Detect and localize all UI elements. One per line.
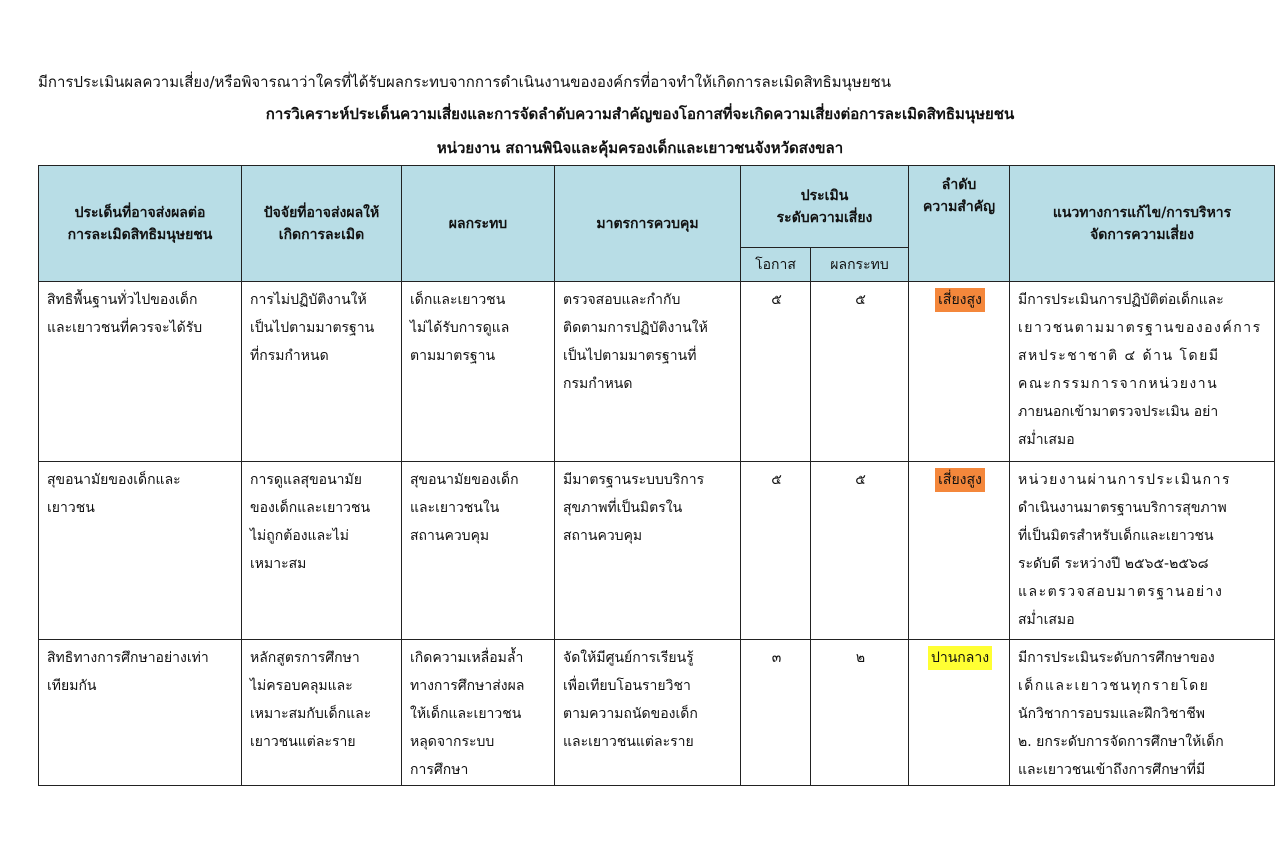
cell-likelihood: ๓ xyxy=(741,640,811,786)
cell-impact xyxy=(402,462,555,640)
header-assessment xyxy=(741,166,909,248)
header-priority xyxy=(909,166,1010,282)
text-line: สหประชาชาติ ๔ ด้าน โดยมี xyxy=(1018,348,1220,364)
text-line: เด็กและเยาวชน xyxy=(410,292,506,308)
header-issue-line: การละเมิดสิทธิมนุษยชน xyxy=(67,226,213,243)
cell-control xyxy=(555,462,741,640)
cell-priority xyxy=(909,462,1010,640)
text-line: ตามมาตรฐาน xyxy=(410,348,496,364)
header-impact-level: ผลกระทบ xyxy=(811,248,909,282)
text-line: และเยาวชนแต่ละราย xyxy=(563,734,694,750)
table-row xyxy=(39,282,1275,462)
text-line: และเยาวชนเข้าถึงการศึกษาที่มี xyxy=(1018,762,1206,778)
text-line: สุขภาพที่เป็นมิตรใน xyxy=(563,500,683,516)
cell-factor xyxy=(242,462,402,640)
text-line: มีมาตรฐานระบบบริการ xyxy=(563,472,705,488)
text-line: เด็กและเยาวชนทุกรายโดย xyxy=(1018,678,1210,694)
header-approach-line: แนวทางการแก้ไข/การบริหาร xyxy=(1052,204,1232,221)
text-line: สม่ำเสมอ xyxy=(1018,432,1075,448)
cell-control xyxy=(555,282,741,462)
text-line: ไม่ครอบคลุมและ xyxy=(250,678,353,694)
header-factor-line: เกิดการละเมิด xyxy=(278,226,365,243)
text-line: เยาวชนตามมาตรฐานขององค์การ xyxy=(1018,320,1262,336)
header-assessment-line: ประเมิน xyxy=(800,187,849,204)
cell-impact-level: ๒ xyxy=(811,640,909,786)
header-approach-line: จัดการความเสี่ยง xyxy=(1090,226,1194,243)
cell-impact xyxy=(402,640,555,786)
header-priority-line: ลำดับ xyxy=(941,177,977,193)
text-line: เป็นไปตามมาตรฐาน xyxy=(250,320,375,336)
cell-impact xyxy=(402,282,555,462)
priority-badge-medium: ปานกลาง xyxy=(928,646,992,670)
text-line: สุขอนามัยของเด็กและ xyxy=(47,472,181,488)
text-line: มีการประเมินการปฏิบัติต่อเด็กและ xyxy=(1018,292,1224,308)
cell-issue xyxy=(39,462,242,640)
text-line: ของเด็กและเยาวชน xyxy=(250,500,371,516)
cell-approach xyxy=(1010,640,1275,786)
text-line: เยาวชน xyxy=(47,500,95,516)
cell-issue xyxy=(39,640,242,786)
cell-impact-level: ๕ xyxy=(811,462,909,640)
header-impact: ผลกระทบ xyxy=(402,166,555,282)
header-issue-line: ประเด็นที่อาจส่งผลต่อ xyxy=(74,204,206,221)
text-line: ๒. ยกระดับการจัดการศึกษาให้เด็ก xyxy=(1018,734,1224,750)
text-line: ไม่ได้รับการดูแล xyxy=(410,320,510,336)
cell-approach xyxy=(1010,462,1275,640)
text-line: เยาวชนแต่ละราย xyxy=(250,734,356,750)
cell-factor xyxy=(242,282,402,462)
cell-impact-level: ๕ xyxy=(811,282,909,462)
text-line: หน่วยงานผ่านการประเมินการ xyxy=(1018,472,1232,488)
header-factor xyxy=(242,166,402,282)
intro-text: มีการประเมินผลความเสี่ยง/หรือพิจารณาว่าใครที่ได้รับผลกระทบจากการดำเนินงานขององค์กรที่อาจทำให้เกิดการละเมิดสิทธิมนุษยชน xyxy=(38,73,891,91)
cell-issue xyxy=(39,282,242,462)
text-line: สถานควบคุม xyxy=(410,528,490,544)
text-line: ติดตามการปฏิบัติงานให้ xyxy=(563,320,708,336)
text-line: การดูแลสุขอนามัย xyxy=(250,472,362,488)
header-issue xyxy=(39,166,242,282)
text-line: เกิดความเหลื่อมล้ำ xyxy=(410,650,524,666)
text-line: การศึกษา xyxy=(410,762,469,778)
text-line: เพื่อเทียบโอนรายวิชา xyxy=(563,678,691,694)
text-line: ดำเนินงานมาตรฐานบริการสุขภาพ xyxy=(1018,500,1227,516)
header-approach xyxy=(1010,166,1275,282)
text-line: ที่กรมกำหนด xyxy=(250,348,329,364)
text-line: ภายนอกเข้ามาตรวจประเมิน อย่า xyxy=(1018,404,1219,420)
text-line: ระดับดี ระหว่างปี ๒๕๖๕-๒๕๖๘ xyxy=(1018,556,1209,572)
document-title: การวิเคราะห์ประเด็นความเสี่ยงและการจัดลำดับความสำคัญของโอกาสที่จะเกิดความเสี่ยงต่อการละเมิดสิทธิมนุษยชน xyxy=(265,105,1015,123)
text-line: สม่ำเสมอ xyxy=(1018,612,1075,628)
text-line: กรมกำหนด xyxy=(563,376,633,392)
text-line: ตามความถนัดของเด็ก xyxy=(563,706,698,722)
text-line: ไม่ถูกต้องและไม่ xyxy=(250,528,349,544)
cell-likelihood: ๕ xyxy=(741,462,811,640)
text-line: การไม่ปฏิบัติงานให้ xyxy=(250,292,367,308)
header-assessment-line: ระดับความเสี่ยง xyxy=(776,209,873,226)
text-line: หลุดจากระบบ xyxy=(410,734,495,750)
text-line: ที่เป็นมิตรสำหรับเด็กและเยาวชน xyxy=(1018,528,1214,544)
text-line: เป็นไปตามมาตรฐานที่ xyxy=(563,348,697,364)
text-line: เทียมกัน xyxy=(47,678,97,694)
table-row xyxy=(39,640,1275,786)
priority-badge-high: เสี่ยงสูง xyxy=(935,288,985,312)
text-line: มีการประเมินระดับการศึกษาของ xyxy=(1018,650,1215,666)
cell-priority xyxy=(909,640,1010,786)
text-line: และเยาวชนใน xyxy=(410,500,500,516)
text-line: หลักสูตรการศึกษา xyxy=(250,650,360,666)
text-line: นักวิชาการอบรมและฝึกวิชาชีพ xyxy=(1018,706,1205,722)
text-line: ตรวจสอบและกำกับ xyxy=(563,292,681,308)
cell-priority xyxy=(909,282,1010,462)
priority-badge-high: เสี่ยงสูง xyxy=(935,468,985,492)
header-row xyxy=(39,166,1275,248)
table-row xyxy=(39,462,1275,640)
header-priority-line: ความสำคัญ xyxy=(923,199,996,215)
cell-approach xyxy=(1010,282,1275,462)
header-likelihood: โอกาส xyxy=(741,248,811,282)
text-line: คณะกรรมการจากหน่วยงาน xyxy=(1018,376,1219,392)
cell-likelihood: ๕ xyxy=(741,282,811,462)
text-line: สุขอนามัยของเด็ก xyxy=(410,472,519,488)
header-factor-line: ปัจจัยที่อาจส่งผลให้ xyxy=(263,204,380,221)
text-line: เหมาะสมกับเด็กและ xyxy=(250,706,372,722)
text-line: จัดให้มีศูนย์การเรียนรู้ xyxy=(563,650,694,666)
text-line: สถานควบคุม xyxy=(563,528,643,544)
text-line: ทางการศึกษาส่งผล xyxy=(410,678,525,694)
unit-title: หน่วยงาน สถานพินิจและคุ้มครองเด็กและเยาวชนจังหวัดสงขลา xyxy=(436,139,844,157)
text-line: สิทธิพื้นฐานทั่วไปของเด็ก xyxy=(47,292,198,308)
header-control: มาตรการควบคุม xyxy=(555,166,741,282)
cell-factor xyxy=(242,640,402,786)
risk-table xyxy=(38,165,1275,786)
text-line: สิทธิทางการศึกษาอย่างเท่า xyxy=(47,650,209,666)
cell-control xyxy=(555,640,741,786)
text-line: เหมาะสม xyxy=(250,556,307,572)
text-line: และเยาวชนที่ควรจะได้รับ xyxy=(47,320,203,336)
text-line: ให้เด็กและเยาวชน xyxy=(410,706,522,722)
text-line: และตรวจสอบมาตรฐานอย่าง xyxy=(1018,584,1224,600)
